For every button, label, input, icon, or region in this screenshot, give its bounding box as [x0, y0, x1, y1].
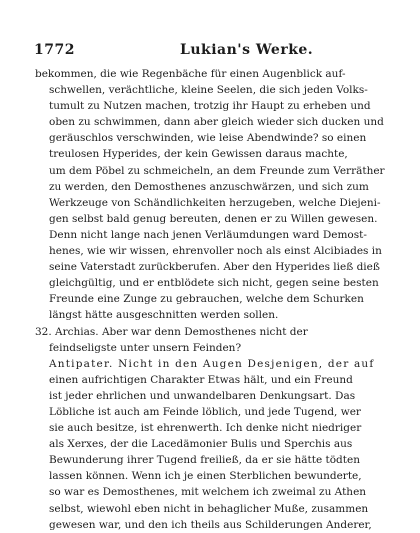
text-line: selbst, wiewohl eben nicht in behaglicher Muße, zusammen [49, 502, 369, 515]
page-header [24, 42, 384, 62]
text-line: geräuschlos verschwinden, wie leise Abendwinde? so einen [49, 132, 367, 145]
text-line: schwellen, verächtliche, kleine Seelen, die sich jeden Volks- [49, 84, 368, 97]
text-line: 32. Archias. Aber war denn Demosthenes nicht der [35, 325, 308, 338]
text-line: feindseligste unter unsern Feinden? [49, 341, 242, 354]
text-line: einen aufrichtigen Charakter Etwas hält, und ein Freund [49, 373, 353, 386]
text-line: als Xerxes, der die Lacedämonier Bulis und Sperchis aus [49, 438, 353, 451]
text-line: Denn nicht lange nach jenen Verläumdungen ward Demost- [49, 228, 367, 241]
text-line: gewesen war, und den ich theils aus Schilderungen Anderer, [49, 518, 372, 531]
text-line: oben zu schwimmen, dann aber gleich wieder sich ducken und [49, 116, 384, 129]
text-line: gen selbst bald genug bereuten, denen er zu Willen gewesen. [49, 212, 378, 225]
text-line: gleichgültig, und er entblödete sich nicht, gegen seine besten [49, 277, 379, 290]
text-line: treulosen Hyperides, der kein Gewissen daraus machte, [49, 148, 348, 161]
text-line: zu werden, den Demosthenes anzuschwärzen, und sich zum [49, 180, 369, 193]
text-line: henes, wie wir wissen, ehrenvoller noch als einst Alcibiades in [49, 245, 382, 258]
text-line: lassen können. Wenn ich je einen Sterblichen bewunderte, [49, 470, 362, 483]
text-line: ist jeder ehrlichen und unwandelbaren Denkungsart. Das [49, 389, 356, 402]
text-line: sie auch besitze, ist ehrenwerth. Ich denke nicht niedriger [49, 422, 362, 435]
text-line: Bewunderung ihrer Tugend freiließ, da er sie hätte tödten [49, 454, 360, 467]
text-line: um dem Pöbel zu schmeicheln, an dem Freunde zum Verräther [49, 164, 385, 177]
page-number: 1772 [34, 42, 75, 58]
body-text [35, 66, 385, 533]
text-line: Werkzeuge von Schändlichkeiten herzugeben, welche Diejeni- [49, 196, 381, 209]
text-line: Freunde eine Zunge zu gebrauchen, welche dem Schurken [49, 293, 364, 306]
text-line: Antipater. Nicht in den Augen Desjenigen, der auf [49, 357, 375, 370]
running-title: Lukian's Werke. [180, 42, 314, 58]
text-line: tumult zu Nutzen machen, trotzig ihr Haupt zu erheben und [49, 100, 371, 113]
text-line: längst hätte ausgeschnitten werden sollen. [49, 309, 279, 322]
text-line: Löbliche ist auch am Feinde löblich, und jede Tugend, wer [49, 405, 361, 418]
text-line: seine Vaterstadt zurückberufen. Aber den Hyperides ließ dieß [49, 261, 380, 274]
text-line: so war es Demosthenes, mit welchem ich zweimal zu Athen [49, 486, 367, 499]
text-line: bekommen, die wie Regenbäche für einen Augenblick auf- [35, 68, 346, 80]
